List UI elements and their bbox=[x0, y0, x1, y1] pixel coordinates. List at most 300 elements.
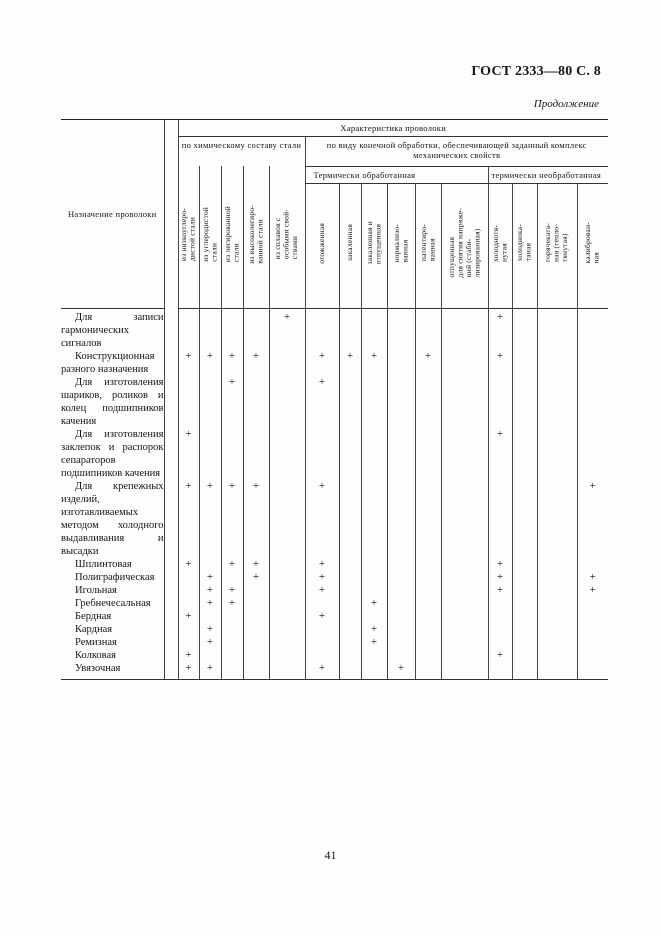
page-header: ГОСТ 2333—80 С. 8 bbox=[471, 64, 601, 79]
cell-col-10 bbox=[415, 308, 441, 350]
cell-col-6 bbox=[305, 428, 339, 480]
spacer-column bbox=[164, 120, 178, 309]
cell-col-13 bbox=[512, 584, 537, 597]
cell-col-11 bbox=[441, 636, 488, 649]
row-name: Игольная bbox=[75, 584, 117, 596]
plus-mark: + bbox=[496, 427, 504, 440]
cell-col-3 bbox=[221, 350, 243, 376]
non-heat-treated-header: термически необработанная bbox=[488, 166, 608, 183]
table-row bbox=[61, 428, 608, 480]
cell-col-5 bbox=[269, 350, 305, 376]
cell-col-5 bbox=[269, 636, 305, 649]
cell-col-2 bbox=[199, 610, 221, 623]
cell-col-5 bbox=[269, 480, 305, 558]
spacer-cell bbox=[164, 584, 178, 597]
plus-mark: + bbox=[397, 661, 405, 674]
cell-col-4 bbox=[243, 480, 269, 558]
plus-mark: + bbox=[496, 648, 504, 661]
cell-col-15 bbox=[577, 584, 608, 597]
cell-col-8 bbox=[361, 571, 387, 584]
cell-col-9 bbox=[387, 610, 415, 623]
row-name: Конструкционная разного назначения bbox=[61, 350, 155, 375]
cell-col-12 bbox=[488, 350, 512, 376]
row-name: Шплинтовая bbox=[75, 558, 132, 570]
table-header bbox=[61, 120, 608, 309]
cell-col-3 bbox=[221, 558, 243, 571]
cell-col-12 bbox=[488, 308, 512, 350]
plus-mark: + bbox=[206, 583, 214, 596]
table-row bbox=[61, 308, 608, 350]
plus-mark: + bbox=[496, 310, 504, 323]
column-header-10: патентиро- ванная bbox=[415, 183, 441, 308]
cell-col-14 bbox=[537, 376, 577, 428]
cell-col-12 bbox=[488, 597, 512, 610]
plus-mark: + bbox=[370, 596, 378, 609]
spacer-cell bbox=[164, 636, 178, 649]
plus-mark: + bbox=[252, 570, 260, 583]
cell-col-5 bbox=[269, 623, 305, 636]
cell-col-2 bbox=[199, 480, 221, 558]
column-header-7: закаленная bbox=[339, 183, 361, 308]
cell-col-8 bbox=[361, 558, 387, 571]
cell-col-9 bbox=[387, 350, 415, 376]
cell-col-3 bbox=[221, 480, 243, 558]
cell-col-13 bbox=[512, 662, 537, 680]
cell-col-7 bbox=[339, 308, 361, 350]
cell-col-12 bbox=[488, 428, 512, 480]
plus-mark: + bbox=[346, 349, 354, 362]
cell-col-3 bbox=[221, 376, 243, 428]
cell-col-10 bbox=[415, 623, 441, 636]
cell-col-12 bbox=[488, 376, 512, 428]
cell-col-4 bbox=[243, 610, 269, 623]
cell-col-12 bbox=[488, 610, 512, 623]
cell-col-5 bbox=[269, 571, 305, 584]
plus-mark: + bbox=[185, 349, 192, 362]
cell-col-11 bbox=[441, 662, 488, 680]
cell-col-11 bbox=[441, 350, 488, 376]
cell-col-8 bbox=[361, 376, 387, 428]
cell-col-7 bbox=[339, 428, 361, 480]
cell-col-9 bbox=[387, 480, 415, 558]
plus-mark: + bbox=[228, 375, 236, 388]
table-row bbox=[61, 610, 608, 623]
plus-mark: + bbox=[496, 349, 504, 362]
cell-col-14 bbox=[537, 584, 577, 597]
cell-col-9 bbox=[387, 649, 415, 662]
cell-col-6 bbox=[305, 350, 339, 376]
cell-col-8 bbox=[361, 350, 387, 376]
cell-col-2 bbox=[199, 649, 221, 662]
cell-col-4 bbox=[243, 597, 269, 610]
plus-mark: + bbox=[206, 596, 214, 609]
cell-col-5 bbox=[269, 584, 305, 597]
cell-col-2 bbox=[199, 623, 221, 636]
cell-col-4 bbox=[243, 636, 269, 649]
cell-col-14 bbox=[537, 480, 577, 558]
table-row bbox=[61, 571, 608, 584]
cell-col-8 bbox=[361, 584, 387, 597]
cell-col-15 bbox=[577, 558, 608, 571]
cell-col-4 bbox=[243, 584, 269, 597]
characteristic-header: Характеристика проволоки bbox=[178, 120, 608, 137]
cell-col-6 bbox=[305, 662, 339, 680]
cell-col-7 bbox=[339, 376, 361, 428]
table-row bbox=[61, 558, 608, 571]
cell-col-5 bbox=[269, 428, 305, 480]
cell-col-7 bbox=[339, 649, 361, 662]
cell-col-10 bbox=[415, 350, 441, 376]
cell-col-15 bbox=[577, 636, 608, 649]
cell-col-11 bbox=[441, 610, 488, 623]
wire-characteristics-table bbox=[61, 119, 608, 680]
plus-mark: + bbox=[185, 609, 192, 622]
cell-col-6 bbox=[305, 610, 339, 623]
cell-col-3 bbox=[221, 308, 243, 350]
heat-treated-header: Термически обработанная bbox=[305, 166, 488, 183]
cell-col-1 bbox=[178, 571, 199, 584]
cell-col-7 bbox=[339, 662, 361, 680]
spacer-cell bbox=[164, 597, 178, 610]
cell-col-9 bbox=[387, 662, 415, 680]
cell-col-12 bbox=[488, 480, 512, 558]
cell-col-1 bbox=[178, 636, 199, 649]
row-name: Для изготовления заклепок и распорок сепараторов подшипников качения bbox=[61, 428, 164, 479]
cell-col-12 bbox=[488, 584, 512, 597]
cell-col-10 bbox=[415, 584, 441, 597]
cell-col-14 bbox=[537, 308, 577, 350]
cell-col-14 bbox=[537, 428, 577, 480]
cell-col-2 bbox=[199, 597, 221, 610]
table-row bbox=[61, 636, 608, 649]
table-row bbox=[61, 584, 608, 597]
cell-col-12 bbox=[488, 662, 512, 680]
cell-col-11 bbox=[441, 649, 488, 662]
cell-col-4 bbox=[243, 662, 269, 680]
cell-col-8 bbox=[361, 428, 387, 480]
spacer-cell bbox=[164, 480, 178, 558]
cell-col-13 bbox=[512, 636, 537, 649]
plus-mark: + bbox=[206, 622, 214, 635]
cell-col-8 bbox=[361, 597, 387, 610]
cell-col-9 bbox=[387, 428, 415, 480]
cell-col-3 bbox=[221, 623, 243, 636]
cell-col-1 bbox=[178, 428, 199, 480]
cell-col-10 bbox=[415, 649, 441, 662]
cell-col-2 bbox=[199, 571, 221, 584]
plus-mark: + bbox=[206, 479, 214, 492]
plus-mark: + bbox=[318, 609, 326, 622]
plus-mark: + bbox=[228, 557, 236, 570]
cell-col-13 bbox=[512, 350, 537, 376]
cell-col-11 bbox=[441, 584, 488, 597]
cell-col-5 bbox=[269, 308, 305, 350]
cell-col-1 bbox=[178, 308, 199, 350]
plus-mark: + bbox=[185, 479, 192, 492]
table-row bbox=[61, 597, 608, 610]
cell-col-1 bbox=[178, 610, 199, 623]
cell-col-15 bbox=[577, 350, 608, 376]
cell-col-2 bbox=[199, 428, 221, 480]
spacer-cell bbox=[164, 350, 178, 376]
spacer-cell bbox=[164, 623, 178, 636]
plus-mark: + bbox=[370, 349, 378, 362]
plus-mark: + bbox=[318, 557, 326, 570]
plus-mark: + bbox=[228, 479, 236, 492]
cell-col-7 bbox=[339, 571, 361, 584]
row-name: Для крепежных изделий, изготавливаемых методом холодного выдавливания и высадки bbox=[61, 480, 164, 557]
cell-col-4 bbox=[243, 623, 269, 636]
cell-col-10 bbox=[415, 376, 441, 428]
row-name: Увязочная bbox=[61, 662, 164, 680]
plus-mark: + bbox=[370, 635, 378, 648]
cell-col-1 bbox=[178, 623, 199, 636]
cell-col-6 bbox=[305, 623, 339, 636]
cell-col-10 bbox=[415, 636, 441, 649]
cell-col-13 bbox=[512, 571, 537, 584]
cell-col-10 bbox=[415, 571, 441, 584]
plus-mark: + bbox=[185, 427, 192, 440]
continuation-label: Продолжение bbox=[533, 98, 599, 110]
cell-col-11 bbox=[441, 623, 488, 636]
row-name: Для изготовления шариков, роликов и колец подшипников качения bbox=[61, 376, 164, 427]
cell-col-10 bbox=[415, 428, 441, 480]
cell-col-4 bbox=[243, 558, 269, 571]
table-row bbox=[61, 376, 608, 428]
spacer-cell bbox=[164, 376, 178, 428]
cell-col-6 bbox=[305, 649, 339, 662]
plus-mark: + bbox=[228, 349, 236, 362]
cell-col-1 bbox=[178, 584, 199, 597]
cell-col-7 bbox=[339, 480, 361, 558]
cell-col-7 bbox=[339, 597, 361, 610]
cell-col-6 bbox=[305, 636, 339, 649]
plus-mark: + bbox=[496, 570, 504, 583]
column-header-5: из сплавов с особыми свой- ствами bbox=[269, 166, 305, 308]
cell-col-14 bbox=[537, 597, 577, 610]
plus-mark: + bbox=[318, 349, 326, 362]
cell-col-15 bbox=[577, 428, 608, 480]
cell-col-4 bbox=[243, 649, 269, 662]
cell-col-5 bbox=[269, 649, 305, 662]
cell-col-5 bbox=[269, 662, 305, 680]
cell-col-4 bbox=[243, 350, 269, 376]
cell-col-1 bbox=[178, 480, 199, 558]
plus-mark: + bbox=[424, 349, 432, 362]
cell-col-12 bbox=[488, 649, 512, 662]
chemical-group-header: по химическому составу стали bbox=[178, 137, 305, 167]
cell-col-2 bbox=[199, 662, 221, 680]
cell-col-3 bbox=[221, 610, 243, 623]
cell-col-11 bbox=[441, 308, 488, 350]
cell-col-4 bbox=[243, 308, 269, 350]
row-name: Кардная bbox=[75, 623, 113, 635]
cell-col-10 bbox=[415, 662, 441, 680]
table-row bbox=[61, 649, 608, 662]
plus-mark: + bbox=[318, 479, 326, 492]
cell-col-4 bbox=[243, 571, 269, 584]
plus-mark: + bbox=[252, 557, 260, 570]
cell-col-3 bbox=[221, 571, 243, 584]
cell-col-6 bbox=[305, 558, 339, 571]
cell-col-3 bbox=[221, 662, 243, 680]
cell-col-14 bbox=[537, 623, 577, 636]
cell-col-7 bbox=[339, 584, 361, 597]
cell-col-11 bbox=[441, 597, 488, 610]
column-header-8: закаленная и отпущенная bbox=[361, 183, 387, 308]
plus-mark: + bbox=[318, 661, 326, 674]
cell-col-6 bbox=[305, 597, 339, 610]
cell-col-15 bbox=[577, 597, 608, 610]
cell-col-1 bbox=[178, 350, 199, 376]
cell-col-12 bbox=[488, 558, 512, 571]
column-header-14: горячеката- ная (тепло- тянутая) bbox=[537, 183, 577, 308]
cell-col-14 bbox=[537, 558, 577, 571]
plus-mark: + bbox=[206, 349, 214, 362]
cell-col-12 bbox=[488, 571, 512, 584]
cell-col-13 bbox=[512, 308, 537, 350]
cell-col-5 bbox=[269, 597, 305, 610]
cell-col-3 bbox=[221, 636, 243, 649]
cell-col-12 bbox=[488, 623, 512, 636]
cell-col-15 bbox=[577, 480, 608, 558]
purpose-column-header: Назначение проволоки bbox=[61, 120, 164, 309]
plus-mark: + bbox=[228, 596, 236, 609]
cell-col-7 bbox=[339, 610, 361, 623]
cell-col-7 bbox=[339, 558, 361, 571]
cell-col-2 bbox=[199, 558, 221, 571]
cell-col-1 bbox=[178, 662, 199, 680]
cell-col-8 bbox=[361, 480, 387, 558]
cell-col-9 bbox=[387, 376, 415, 428]
cell-col-7 bbox=[339, 350, 361, 376]
plus-mark: + bbox=[185, 648, 192, 661]
cell-col-9 bbox=[387, 584, 415, 597]
cell-col-1 bbox=[178, 649, 199, 662]
table-row bbox=[61, 662, 608, 680]
cell-col-15 bbox=[577, 610, 608, 623]
plus-mark: + bbox=[496, 557, 504, 570]
cell-col-12 bbox=[488, 636, 512, 649]
cell-col-2 bbox=[199, 584, 221, 597]
cell-col-4 bbox=[243, 376, 269, 428]
cell-col-11 bbox=[441, 571, 488, 584]
plus-mark: + bbox=[318, 570, 326, 583]
cell-col-13 bbox=[512, 558, 537, 571]
cell-col-10 bbox=[415, 558, 441, 571]
plus-mark: + bbox=[228, 583, 236, 596]
cell-col-7 bbox=[339, 636, 361, 649]
column-header-13: холоднока- таная bbox=[512, 183, 537, 308]
cell-col-2 bbox=[199, 308, 221, 350]
spacer-cell bbox=[164, 558, 178, 571]
cell-col-6 bbox=[305, 584, 339, 597]
cell-col-9 bbox=[387, 636, 415, 649]
cell-col-15 bbox=[577, 571, 608, 584]
column-header-11: отпущенная для снятия напряже- ний (стаби- лизированная) bbox=[441, 183, 488, 308]
cell-col-13 bbox=[512, 649, 537, 662]
cell-col-9 bbox=[387, 597, 415, 610]
cell-col-13 bbox=[512, 610, 537, 623]
cell-col-8 bbox=[361, 308, 387, 350]
plus-mark: + bbox=[589, 479, 596, 492]
cell-col-6 bbox=[305, 308, 339, 350]
cell-col-2 bbox=[199, 636, 221, 649]
cell-col-13 bbox=[512, 623, 537, 636]
cell-col-3 bbox=[221, 597, 243, 610]
cell-col-15 bbox=[577, 308, 608, 350]
column-header-6: отожженная bbox=[305, 183, 339, 308]
plus-mark: + bbox=[496, 583, 504, 596]
column-header-9: нормализо- ванная bbox=[387, 183, 415, 308]
cell-col-14 bbox=[537, 662, 577, 680]
cell-col-4 bbox=[243, 428, 269, 480]
cell-col-9 bbox=[387, 308, 415, 350]
cell-col-11 bbox=[441, 480, 488, 558]
cell-col-3 bbox=[221, 649, 243, 662]
cell-col-6 bbox=[305, 376, 339, 428]
cell-col-6 bbox=[305, 571, 339, 584]
plus-mark: + bbox=[318, 375, 326, 388]
row-name: Колковая bbox=[75, 649, 116, 661]
cell-col-14 bbox=[537, 610, 577, 623]
cell-col-8 bbox=[361, 623, 387, 636]
row-name: Гребнечесальная bbox=[75, 597, 151, 609]
column-header-15: калиброван- ная bbox=[577, 183, 608, 308]
cell-col-15 bbox=[577, 649, 608, 662]
cell-col-10 bbox=[415, 480, 441, 558]
table-body bbox=[61, 308, 608, 679]
cell-col-15 bbox=[577, 623, 608, 636]
column-header-1: из низкоуглеро- дистой стали bbox=[178, 166, 199, 308]
cell-col-1 bbox=[178, 597, 199, 610]
plus-mark: + bbox=[206, 661, 214, 674]
cell-col-14 bbox=[537, 350, 577, 376]
spacer-cell bbox=[164, 649, 178, 662]
cell-col-1 bbox=[178, 558, 199, 571]
cell-col-8 bbox=[361, 649, 387, 662]
plus-mark: + bbox=[206, 635, 214, 648]
plus-mark: + bbox=[185, 557, 192, 570]
row-name: Ремизная bbox=[75, 636, 117, 648]
cell-col-11 bbox=[441, 428, 488, 480]
page-number: 41 bbox=[324, 848, 337, 862]
cell-col-15 bbox=[577, 662, 608, 680]
mechanical-group-header: по виду конечной обработки, обеспечивающей заданный комплекс механических свойств bbox=[305, 137, 608, 167]
column-header-2: из углеродистой стали bbox=[199, 166, 221, 308]
row-name: Полиграфическая bbox=[75, 571, 155, 583]
cell-col-13 bbox=[512, 597, 537, 610]
cell-col-13 bbox=[512, 376, 537, 428]
cell-col-3 bbox=[221, 428, 243, 480]
cell-col-5 bbox=[269, 376, 305, 428]
cell-col-1 bbox=[178, 376, 199, 428]
cell-col-13 bbox=[512, 480, 537, 558]
cell-col-15 bbox=[577, 376, 608, 428]
column-header-12: холоднотя- нутая bbox=[488, 183, 512, 308]
plus-mark: + bbox=[185, 661, 192, 674]
plus-mark: + bbox=[318, 583, 326, 596]
plus-mark: + bbox=[283, 310, 291, 323]
column-header-3: из легированной стали bbox=[221, 166, 243, 308]
plus-mark: + bbox=[206, 570, 214, 583]
cell-col-14 bbox=[537, 636, 577, 649]
cell-col-8 bbox=[361, 610, 387, 623]
cell-col-7 bbox=[339, 623, 361, 636]
row-name: Бердная bbox=[75, 610, 112, 622]
plus-mark: + bbox=[589, 570, 596, 583]
cell-col-8 bbox=[361, 662, 387, 680]
